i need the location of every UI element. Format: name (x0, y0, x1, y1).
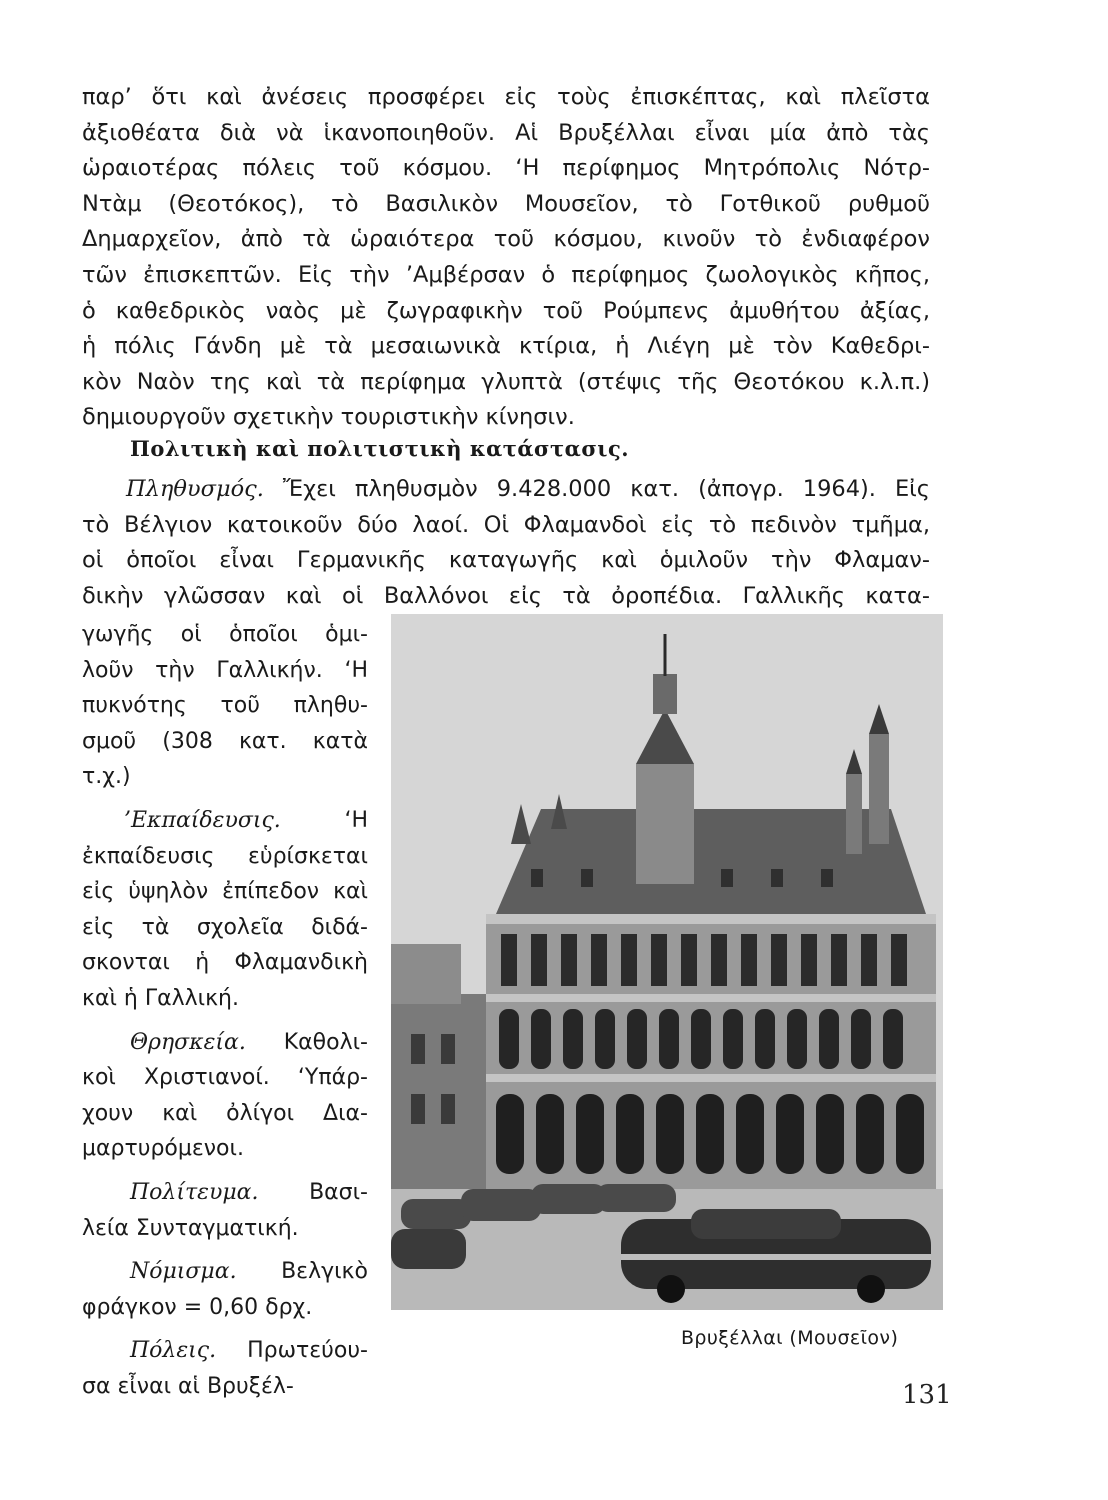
education-label: ’Εκπαίδευσις. (124, 807, 281, 833)
text-line: οἱ ὁποῖοι εἶναι Γερμανικῆς καταγωγῆς καὶ ὁμιλοῦν τὴν Φλαμαν- (82, 547, 930, 574)
text-line: καὶ ἡ Γαλλική. (82, 985, 239, 1011)
intro-paragraph (82, 80, 930, 436)
text-line: χουν καὶ ὀλίγοι Δια- (82, 1100, 368, 1126)
text-line: Θρησκεία. Καθολι- (130, 1029, 368, 1055)
text-line: μαρτυρόμενοι. (82, 1136, 244, 1162)
text-line: σκονται ἡ Φλαμανδικὴ (82, 950, 368, 976)
side-column (82, 617, 368, 1404)
cities-label: Πόλεις. (130, 1338, 217, 1364)
page-number: 131 (902, 1380, 952, 1410)
text-line: τῶν ἐπισκεπτῶν. Εἰς τὴν ’Αμβέρσαν ὁ περίφημος ζωολογικὸς κῆπος, (82, 261, 930, 288)
text-line: παρ’ ὅτι καὶ ἀνέσεις προσφέρει εἰς τοὺς ἐπισκέπτας, καὶ πλεῖστα (82, 84, 930, 110)
population-paragraph (82, 472, 930, 614)
text-line: κοὶ Χριστιανοί. ‘Υπάρ- (82, 1065, 368, 1091)
text-line: εἰς τὰ σχολεῖα διδά- (82, 914, 368, 940)
text-line: πυκνότης τοῦ πληθυ- (82, 693, 368, 719)
text-line: σμοῦ (308 κατ. κατὰ (82, 728, 368, 754)
section-heading: Πολιτικὴ καὶ πολιτιστικὴ κατάστασις. (130, 436, 630, 461)
currency-label: Νόμισμα. (130, 1259, 237, 1285)
building-illustration (391, 614, 943, 1310)
text-line: ’Εκπαίδευσις. ‘Η (124, 807, 368, 833)
text-line: φράγκον = 0,60 δρχ. (82, 1294, 313, 1320)
text-line: σα εἶναι αἱ Βρυξέλ- (82, 1373, 294, 1399)
museum-photo (391, 614, 943, 1310)
text-line: Ντὰμ (Θεοτόκος), τὸ Βασιλικὸν Μουσεῖον, τὸ Γοτθικοῦ ρυθμοῦ (82, 190, 930, 217)
text-line: ἡ πόλις Γάνδη μὲ τὰ μεσαιωνικὰ κτίρια, ἡ Λιέγη μὲ τὸν Καθεδρι- (82, 333, 930, 360)
religion-label: Θρησκεία. (130, 1029, 246, 1055)
text-line: ἐκπαίδευσις εὑρίσκεται (82, 843, 368, 869)
text-line: ἀξιοθέατα διὰ νὰ ἱκανοποιηθοῦν. Αἱ Βρυξέλλαι εἶναι μία ἀπὸ τὰς (82, 119, 930, 146)
population-text: Ἔχει πληθυσμὸν 9.428.000 κατ. (ἀπογρ. 1964). Εἰς (282, 476, 931, 502)
text-line: τ.χ.) (82, 764, 131, 790)
text-line: ὁ καθεδρικὸς ναὸς μὲ ζωγραφικὴν τοῦ Ρούμπενς ἀμυθήτου ἀξίας, (82, 297, 930, 324)
text-line: κὸν Ναὸν της καὶ τὰ περίφημα γλυπτὰ (στέψις τῆς Θεοτόκου κ.λ.π.) (82, 368, 930, 395)
text-line: ὡραιοτέρας πόλεις τοῦ κόσμου. ‘Η περίφημος Μητρόπολις Νότρ- (82, 155, 930, 182)
text-line: γωγῆς οἱ ὁποῖοι ὁμι- (82, 622, 368, 647)
text-line: τὸ Βέλγιον κατοικοῦν δύο λαοί. Οἱ Φλαμανδοὶ εἰς τὸ πεδινὸν τμῆμα, (82, 511, 930, 538)
text-line: Δημαρχεῖον, ἀπὸ τὰ ὡραιότερα τοῦ κόσμου, κινοῦν τὸ ἐνδιαφέρον (82, 226, 930, 253)
text-line (82, 472, 930, 508)
text-line: εἰς ὑψηλὸν ἐπίπεδον καὶ (82, 879, 368, 905)
text-line: Πολίτευμα. Βασι- (130, 1179, 368, 1205)
text-line: Πόλεις. Πρωτεύου- (130, 1338, 368, 1364)
text-line: δημιουργοῦν σχετικὴν τουριστικὴν κίνησιν. (82, 404, 575, 431)
text-line: δικὴν γλῶσσαν καὶ οἱ Βαλλόνοι εἰς τὰ ὀροπέδια. Γαλλικῆς κατα- (82, 582, 930, 609)
polity-label: Πολίτευμα. (130, 1179, 259, 1205)
text-line: λοῦν τὴν Γαλλικήν. ‘Η (82, 657, 368, 683)
text-line: λεία Συνταγματική. (82, 1215, 299, 1241)
photo-caption: Βρυξέλλαι (Μουσεῖον) (681, 1327, 899, 1349)
text-line: Νόμισμα. Βελγικὸ (130, 1259, 368, 1285)
population-label: Πληθυσμός. (126, 476, 264, 502)
